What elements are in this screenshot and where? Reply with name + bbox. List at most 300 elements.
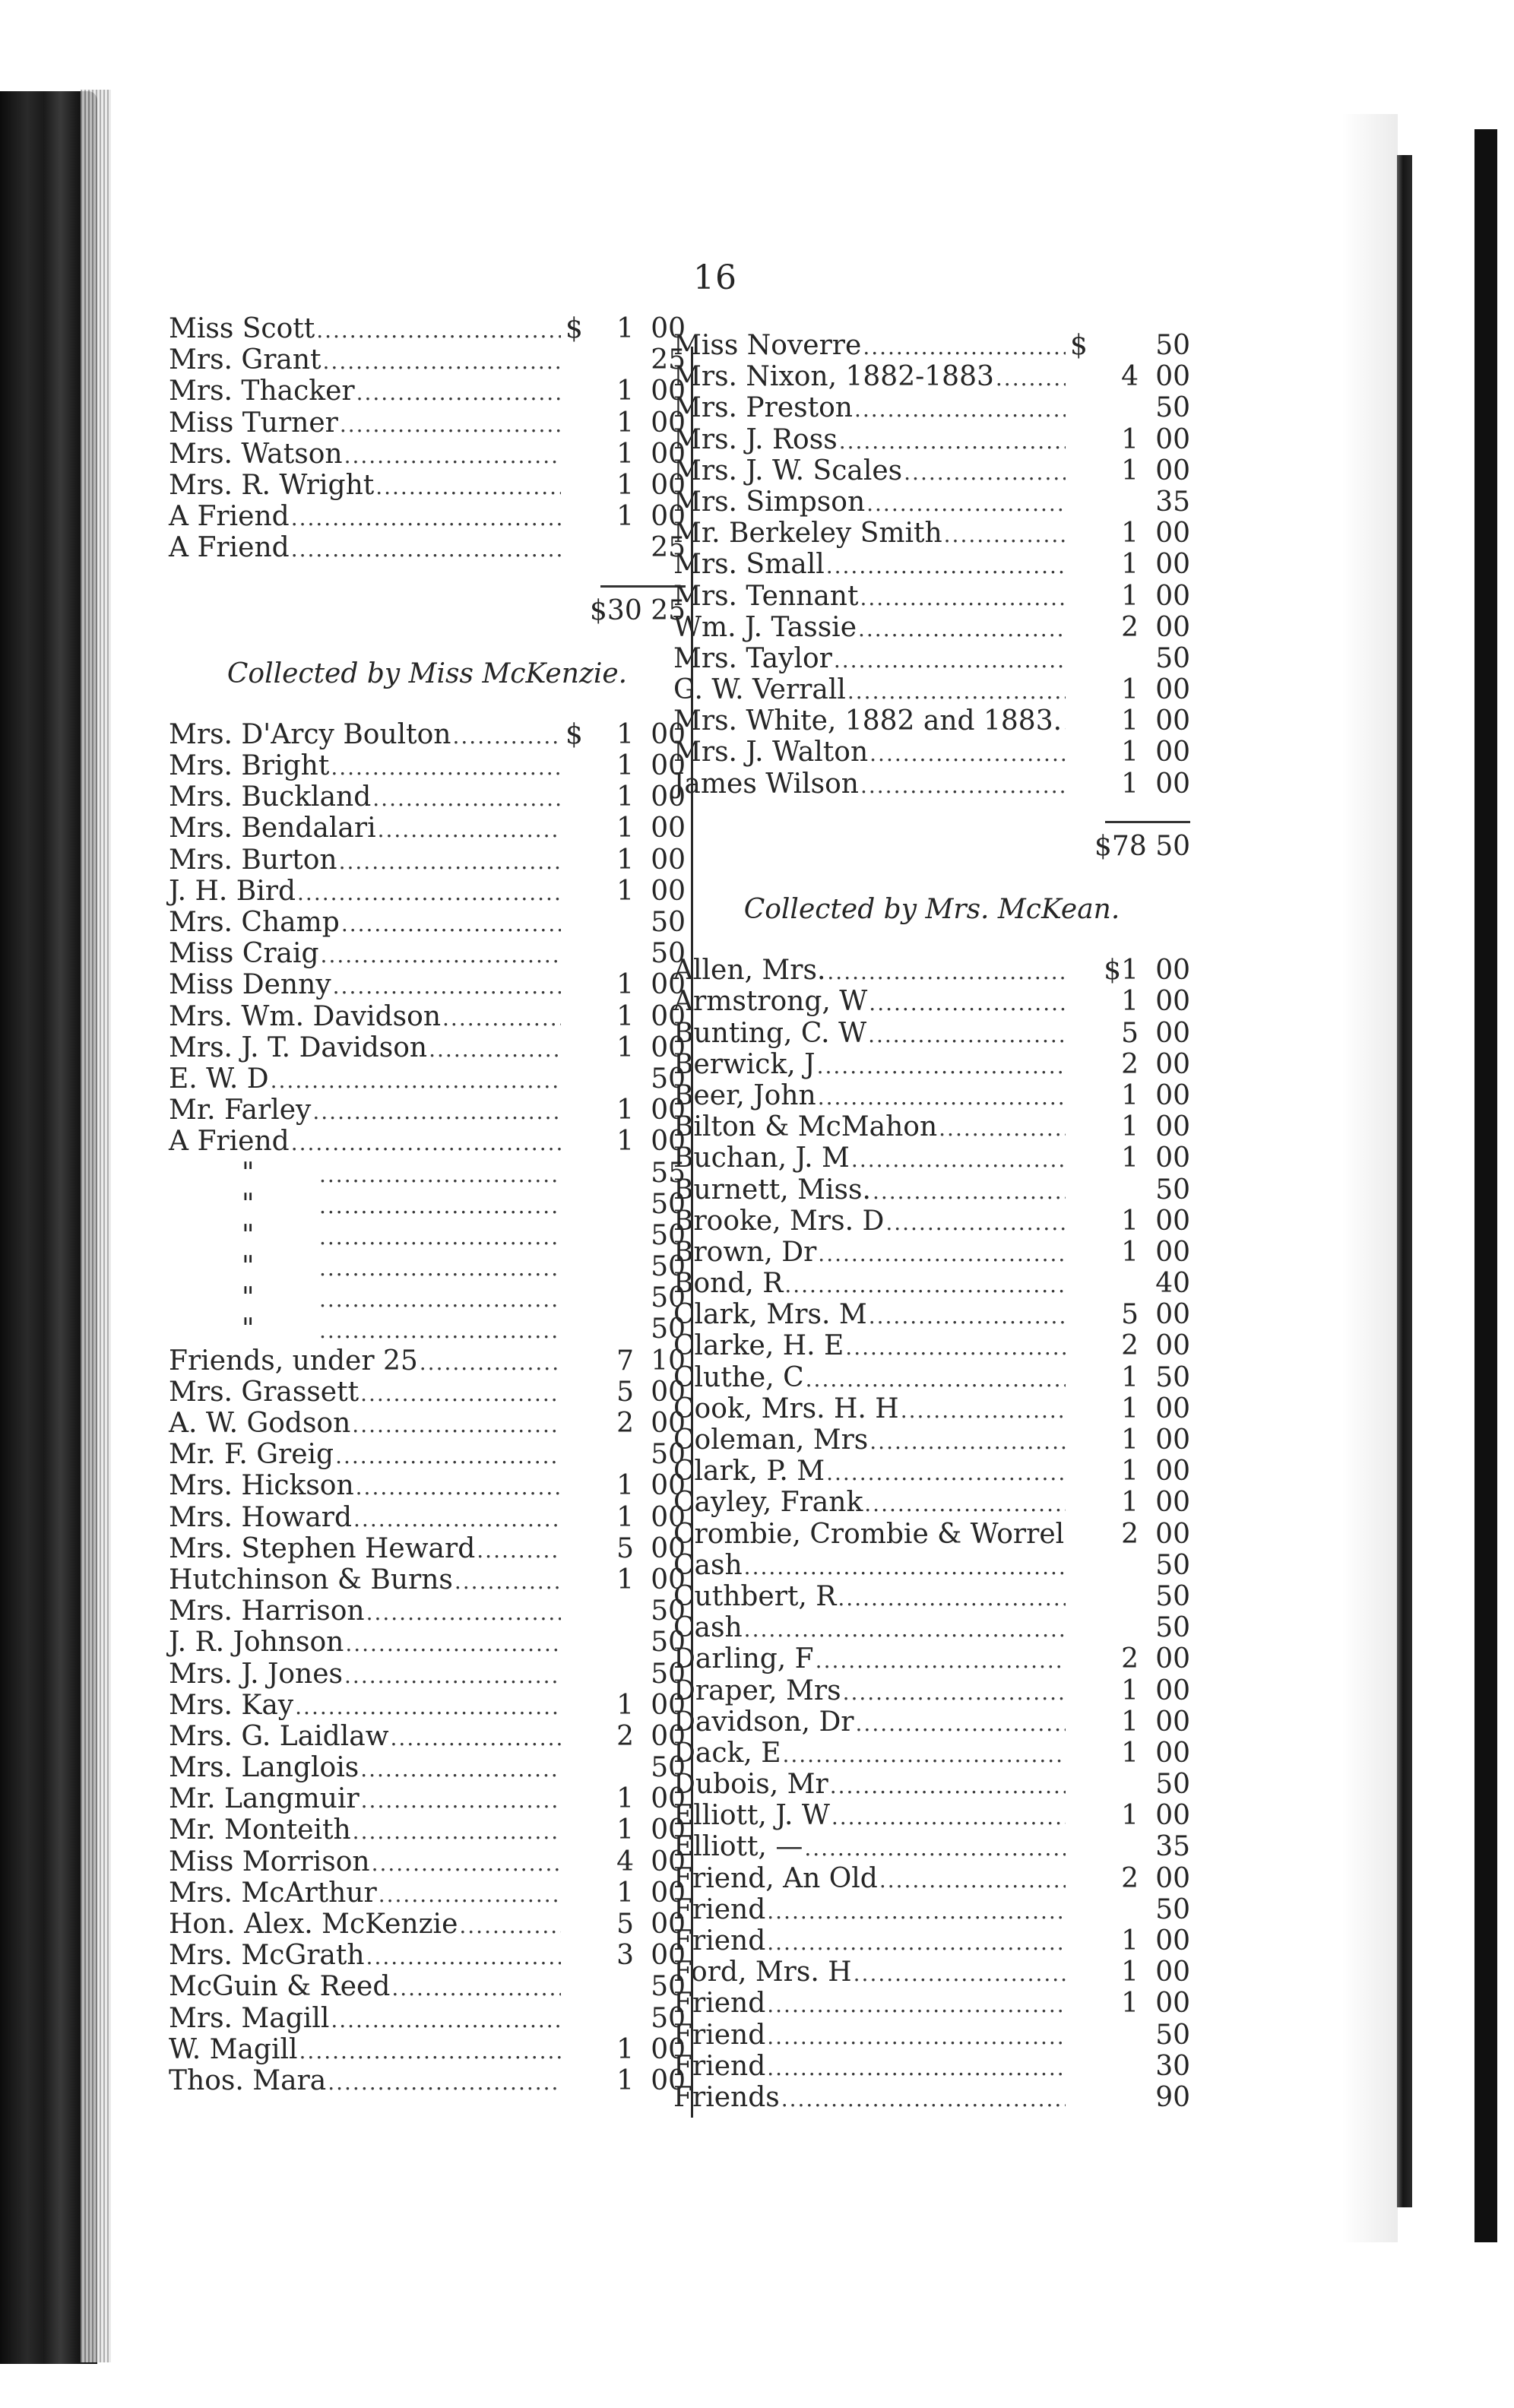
total-amount: $78 50 [1094, 831, 1190, 862]
list-item [673, 1956, 1190, 1988]
amount-dollars: 1 [616, 1689, 634, 1721]
amount-cents: 50 [1155, 1893, 1190, 1925]
list-item [169, 344, 686, 375]
subscriber-name: Friend [673, 2019, 766, 2051]
amount-cents: 00 [1155, 1017, 1190, 1049]
list-item [673, 1142, 1190, 1174]
list-item [169, 1814, 686, 1846]
list-item [169, 1752, 686, 1783]
dot-leader [782, 1739, 1066, 1770]
list-item [169, 1470, 686, 1501]
dot-leader [291, 502, 561, 534]
subscriber-name: Bond, R [673, 1268, 784, 1300]
list-item [673, 1863, 1190, 1894]
amount-cents: 00 [651, 1095, 686, 1126]
list-item [169, 1158, 686, 1189]
subscriber-name: Davidson, Dr [673, 1706, 854, 1738]
subscriber-name: Draper, Mrs [673, 1675, 841, 1706]
amount-cents: 00 [1155, 1800, 1190, 1832]
amount-cents: 90 [1155, 2081, 1190, 2113]
list-item [169, 907, 686, 938]
dot-leader [271, 1065, 561, 1096]
dot-leader [319, 1190, 561, 1221]
list-item [673, 581, 1190, 612]
amount-cents: 50 [651, 907, 686, 938]
amount-cents: 00 [651, 1909, 686, 1940]
list-item [673, 1206, 1190, 1237]
dot-leader [939, 1113, 1066, 1144]
amount-dollars: 1 [616, 750, 634, 782]
amount-dollars: 5 [1121, 1299, 1139, 1331]
subscriber-name: J. H. Bird [169, 875, 296, 907]
subscriber-name: Mrs. R. Wright [169, 469, 375, 501]
amount-dollars: 5 [616, 1532, 634, 1564]
subscriber-name: Miss Turner [169, 407, 338, 439]
page-number: 16 [693, 258, 737, 297]
list-item [673, 1456, 1190, 1487]
list-item [169, 1627, 686, 1658]
subscriber-name: Mrs. Magill [169, 2002, 330, 2034]
subscriber-name: A Friend [169, 532, 290, 564]
subscriber-name: Berwick, J [673, 1048, 816, 1080]
dot-leader [847, 676, 1066, 707]
subscriber-name: Friend [673, 1925, 766, 1956]
dot-leader [767, 1896, 1066, 1927]
subscriber-name: Mrs. McArthur [169, 1877, 377, 1909]
list-item [169, 781, 686, 813]
subscriber-name: Mrs. Watson [169, 438, 343, 470]
list-item [169, 439, 686, 470]
list-item [673, 2051, 1190, 2082]
subscriber-name: Mrs. Buckland [169, 781, 372, 813]
list-item [673, 1612, 1190, 1643]
subscriber-list [673, 955, 1190, 2113]
sum-rule [169, 564, 686, 595]
subscriber-name: A Friend [169, 501, 290, 533]
list-item [673, 1831, 1190, 1862]
list-item [169, 501, 686, 532]
amount-dollars: 1 [1121, 455, 1139, 486]
dot-leader [904, 457, 1066, 488]
subscriber-name: Ford, Mrs. H [673, 1956, 852, 1988]
dot-leader [839, 426, 1066, 457]
list-item [169, 1220, 686, 1251]
subscriber-name: Mrs. Harrison [169, 1595, 365, 1627]
amount-dollars: 2 [1121, 1862, 1139, 1894]
list-item [673, 486, 1190, 518]
subscriber-name: " [242, 1282, 255, 1314]
amount-dollars: 1 [1121, 1456, 1139, 1488]
amount-dollars: 1 [1121, 1675, 1139, 1706]
dot-leader [299, 2036, 561, 2067]
list-item [169, 1502, 686, 1533]
list-item [673, 1706, 1190, 1738]
amount-cents: 50 [651, 2002, 686, 2034]
subscriber-name: Mrs. G. Laidlaw [169, 1720, 389, 1752]
amount-cents: 00 [1155, 1142, 1190, 1174]
list-item [169, 1439, 686, 1470]
dot-leader [873, 1176, 1066, 1207]
amount-dollars: 1 [616, 875, 634, 907]
dot-leader [319, 1253, 561, 1284]
dot-leader [818, 1082, 1066, 1113]
dot-leader [328, 2067, 561, 2098]
amount-dollars: 7 [616, 1345, 634, 1377]
amount-dollars: 1 [616, 375, 634, 407]
amount-dollars: 1 [616, 1126, 634, 1158]
list-item [673, 1738, 1190, 1769]
amount-dollars: 2 [1121, 1048, 1139, 1080]
amount-cents: 40 [1155, 1268, 1190, 1300]
amount-dollars: 4 [1121, 361, 1139, 393]
amount-cents: 00 [1155, 1988, 1190, 2020]
dot-leader [834, 645, 1066, 676]
amount-cents: 00 [1155, 423, 1190, 455]
dot-leader [453, 721, 562, 752]
amount-dollars: 1 [1121, 549, 1139, 581]
amount-cents: 50 [1155, 2019, 1190, 2051]
amount-dollars: 1 [1121, 986, 1139, 1018]
section-heading: Collected by Mrs. McKean. [743, 894, 1120, 926]
dot-leader [864, 1488, 1066, 1519]
amount-dollars: 1 [1121, 1205, 1139, 1237]
amount-dollars: 1 [1121, 1487, 1139, 1519]
subscriber-name: McGuin & Reed [169, 1971, 391, 2003]
amount-dollars: 1 [1121, 737, 1139, 768]
subscriber-name: J. R. Johnson [169, 1627, 344, 1659]
dot-leader [361, 1785, 561, 1816]
dot-leader [341, 908, 561, 939]
dot-leader [352, 1409, 561, 1440]
amount-cents: 00 [1155, 1706, 1190, 1738]
list-item [169, 1189, 686, 1220]
amount-dollars: 1 [1121, 1111, 1139, 1143]
amount-dollars: 1 [616, 813, 634, 844]
dot-leader [375, 471, 561, 502]
amount-dollars: 1 [616, 1095, 634, 1126]
dot-leader [356, 1472, 561, 1503]
subscriber-name: Brown, Dr [673, 1236, 817, 1268]
subscriber-name: Mrs. Small [673, 549, 825, 581]
amount-dollars: 1 [616, 438, 634, 470]
list-item [673, 612, 1190, 643]
subscriber-name: Mrs. Nixon, 1882-1883 [673, 361, 994, 393]
subscriber-name: Mrs. Burton [169, 844, 337, 876]
dot-leader [767, 1927, 1066, 1958]
amount-cents: 00 [1155, 1862, 1190, 1894]
dot-leader [854, 394, 1066, 425]
amount-cents: 25 [651, 344, 686, 376]
list-item [169, 470, 686, 501]
list-item [169, 1377, 686, 1408]
amount-cents: 50 [1155, 642, 1190, 674]
subscriber-name: Burnett, Miss. [673, 1174, 871, 1206]
dot-leader [767, 2052, 1066, 2083]
list-item [169, 1783, 686, 1814]
subscriber-name: Mrs. J. T. Davidson [169, 1031, 428, 1063]
amount-cents: 00 [1155, 1675, 1190, 1706]
dot-leader [340, 409, 561, 440]
subscriber-name: Mr. F. Greig [169, 1439, 334, 1471]
list-item [169, 1313, 686, 1345]
list-item [673, 643, 1190, 674]
amount-cents: 00 [1155, 1205, 1190, 1237]
dot-leader [429, 1034, 561, 1065]
list-item [169, 938, 686, 969]
amount-dollars: 1 [1121, 1142, 1139, 1174]
amount-cents: 00 [1155, 1079, 1190, 1111]
list-item [169, 750, 686, 781]
amount-dollars: 2 [616, 1408, 634, 1439]
dot-leader [826, 550, 1066, 581]
amount-cents: 50 [651, 1313, 686, 1345]
amount-cents: 50 [651, 1658, 686, 1690]
amount-cents: 00 [651, 2064, 686, 2096]
list-item [673, 1018, 1190, 1049]
amount-cents: 00 [651, 1470, 686, 1502]
dot-leader [830, 1770, 1066, 1801]
dot-leader [319, 1159, 561, 1190]
subscriber-name: Friends [673, 2081, 780, 2113]
amount-cents: 00 [1155, 1299, 1190, 1331]
dot-leader [781, 2083, 1066, 2115]
list-item [673, 1299, 1190, 1330]
amount-dollars: 1 [1121, 1800, 1139, 1832]
amount-cents: 00 [1155, 1456, 1190, 1488]
dot-leader [372, 1848, 561, 1879]
dot-leader [360, 1754, 561, 1785]
list-item [673, 1643, 1190, 1675]
amount-dollars: 1 [1121, 705, 1139, 737]
subscriber-name: Allen, Mrs. [673, 955, 826, 987]
subscriber-name: Cash [673, 1549, 743, 1581]
amount-cents: 00 [1155, 1111, 1190, 1143]
list-item [169, 876, 686, 907]
amount-cents: 00 [1155, 1956, 1190, 1988]
amount-cents: 00 [1155, 986, 1190, 1018]
amount-cents: 00 [651, 1783, 686, 1815]
list-item [169, 532, 686, 563]
amount-dollars: 1 [1121, 1925, 1139, 1956]
dot-leader [321, 939, 561, 971]
dot-leader [831, 1801, 1066, 1833]
amount-dollars: 1 [616, 1564, 634, 1595]
amount-cents: 00 [651, 781, 686, 813]
amount-dollars: 1 [616, 781, 634, 813]
subscriber-name: Mrs. J. Walton [673, 737, 869, 768]
amount-cents: 00 [1155, 1925, 1190, 1956]
list-item [169, 813, 686, 844]
list-item [673, 1080, 1190, 1111]
amount-cents: 50 [651, 938, 686, 970]
amount-cents: 00 [1155, 1424, 1190, 1456]
amount-cents: 00 [651, 969, 686, 1001]
list-item [673, 1330, 1190, 1361]
dot-leader [851, 1144, 1066, 1175]
amount-cents: 00 [1155, 737, 1190, 768]
subscriber-name: Miss Craig [169, 938, 319, 970]
subscriber-name: Mrs. Preston [673, 392, 853, 424]
dot-leader [868, 1019, 1066, 1050]
dot-leader [860, 770, 1066, 801]
subscriber-name: Mr. Monteith [169, 1814, 351, 1846]
amount-dollars: 1 [616, 1501, 634, 1533]
list-item [169, 1940, 686, 1971]
dot-leader [378, 814, 561, 845]
dot-leader [319, 1315, 561, 1346]
amount-dollars: 1 [1121, 1988, 1139, 2020]
dot-leader [312, 1096, 561, 1127]
right-page-shadow [1341, 114, 1398, 2242]
list-item [673, 1800, 1190, 1831]
dot-leader [784, 1269, 1066, 1301]
amount-dollars: 1 [616, 313, 634, 344]
amount-cents: 00 [651, 1126, 686, 1158]
amount-cents: 00 [651, 813, 686, 844]
amount-dollars: 1 [1121, 423, 1139, 455]
dot-leader [885, 1207, 1066, 1238]
dot-leader [366, 1941, 561, 1972]
dot-leader [901, 1395, 1066, 1426]
dot-leader [856, 1708, 1066, 1739]
list-item [673, 674, 1190, 705]
amount-cents: 50 [651, 1282, 686, 1314]
subscriber-list [673, 330, 1190, 800]
dot-leader [477, 1535, 561, 1566]
amount-dollars: 1 [1121, 1079, 1139, 1111]
list-item [169, 375, 686, 407]
dot-leader [344, 1660, 561, 1691]
dot-leader [455, 1566, 561, 1597]
subscriber-name: Mrs. Bendalari [169, 813, 376, 844]
subscriber-name: Mrs. Bright [169, 750, 330, 782]
amount-cents: 00 [651, 1532, 686, 1564]
dot-leader [869, 1301, 1066, 1332]
subscriber-name: " [242, 1219, 255, 1251]
list-item [169, 1846, 686, 1877]
list-item [673, 392, 1190, 423]
amount-dollars: 5 [616, 1909, 634, 1940]
left-page-edges [81, 90, 111, 2362]
dot-leader [372, 783, 561, 814]
amount-cents: 00 [651, 1376, 686, 1408]
amount-cents: 00 [1155, 1518, 1190, 1550]
amount-cents: 00 [1155, 580, 1190, 612]
amount-dollars: 1 [616, 1470, 634, 1502]
amount-cents: 00 [1155, 1487, 1190, 1519]
subscriber-name: Mrs. Champ [169, 907, 340, 938]
subscriber-name: Friend, An Old [673, 1862, 878, 1894]
list-item [673, 549, 1190, 580]
dot-leader [319, 1221, 561, 1253]
dot-leader [459, 1910, 561, 1941]
subscriber-name: Buchan, J. M [673, 1142, 850, 1174]
amount-dollars: 1 [616, 1000, 634, 1032]
dot-leader [323, 346, 561, 377]
list-item [673, 955, 1190, 986]
dot-leader [826, 1457, 1066, 1488]
amount-cents: 00 [651, 407, 686, 439]
list-item [673, 1362, 1190, 1393]
amount-dollars: 1 [1121, 1737, 1139, 1769]
subscriber-name: Mrs. D'Arcy Boulton [169, 718, 451, 750]
dot-leader [845, 1332, 1066, 1363]
amount-dollars: 1 [616, 1814, 634, 1846]
dot-leader [804, 1833, 1066, 1864]
subscriber-name: Cluthe, C [673, 1361, 804, 1393]
list-item [673, 1550, 1190, 1581]
dot-leader [339, 846, 561, 877]
list-item [169, 719, 686, 750]
amount-cents: 50 [651, 1188, 686, 1220]
subscriber-name: Mrs. Grant [169, 344, 321, 376]
amount-cents: 00 [651, 1000, 686, 1032]
subscriber-list [169, 719, 686, 2096]
dot-leader [1063, 707, 1066, 738]
amount-cents: 50 [651, 1752, 686, 1784]
dot-leader [869, 1426, 1066, 1457]
amount-dollars: 1 [1121, 1236, 1139, 1268]
list-item [169, 969, 686, 1000]
amount-dollars: 1 [1121, 1361, 1139, 1393]
subscriber-name: Brooke, Mrs. D [673, 1205, 885, 1237]
subscriber-name: Mrs. J. Ross [673, 423, 838, 455]
list-item [673, 986, 1190, 1017]
subscriber-name: Thos. Mara [169, 2064, 327, 2096]
list-item [169, 2034, 686, 2065]
dot-leader [843, 1677, 1066, 1708]
amount-dollars: 2 [1121, 611, 1139, 643]
list-item [673, 455, 1190, 486]
subscriber-name: Mrs. McGrath [169, 1940, 365, 1972]
dot-leader [420, 1347, 561, 1378]
amount-dollars: 1 [616, 2064, 634, 2096]
subscriber-name: Mrs. J. Jones [169, 1658, 344, 1690]
amount-dollars: 1 [1121, 768, 1139, 800]
amount-cents: 55 [651, 1157, 686, 1189]
dot-leader [944, 519, 1066, 550]
subscriber-name: Cash [673, 1612, 743, 1644]
subscriber-name: Cook, Mrs. H. H [673, 1393, 899, 1424]
subscriber-name: Mrs. Langlois [169, 1752, 359, 1784]
amount-cents: 00 [651, 718, 686, 750]
subscriber-name: Mrs. Simpson [673, 486, 866, 518]
amount-dollars: 1 [1121, 1393, 1139, 1424]
subscriber-name: Mrs. Kay [169, 1689, 294, 1721]
list-item [673, 1424, 1190, 1456]
amount-dollars: 1 [616, 469, 634, 501]
subscriber-name: Friend [673, 1893, 766, 1925]
subscriber-name: Armstrong, W [673, 986, 868, 1018]
amount-cents: 50 [1155, 1549, 1190, 1581]
amount-dollars: 1 [616, 1877, 634, 1909]
dot-leader [345, 1628, 561, 1659]
subscriber-name: Friends, under 25 [169, 1345, 418, 1377]
subscriber-name: " [242, 1251, 255, 1283]
subscriber-name: Cayley, Frank [673, 1487, 863, 1519]
total-amount: $30 25 [590, 594, 686, 626]
amount-cents: 00 [651, 1720, 686, 1752]
dot-leader [863, 331, 1066, 363]
dollar-sign: $ [565, 718, 583, 750]
subscriber-name: " [242, 1313, 255, 1345]
dot-leader [356, 377, 561, 408]
amount-cents: 00 [1155, 1393, 1190, 1424]
amount-dollars: 1 [616, 2033, 634, 2065]
subscriber-name: Dubois, Mr [673, 1769, 828, 1801]
subscriber-name: James Wilson [673, 768, 859, 800]
subscriber-list [169, 313, 686, 564]
